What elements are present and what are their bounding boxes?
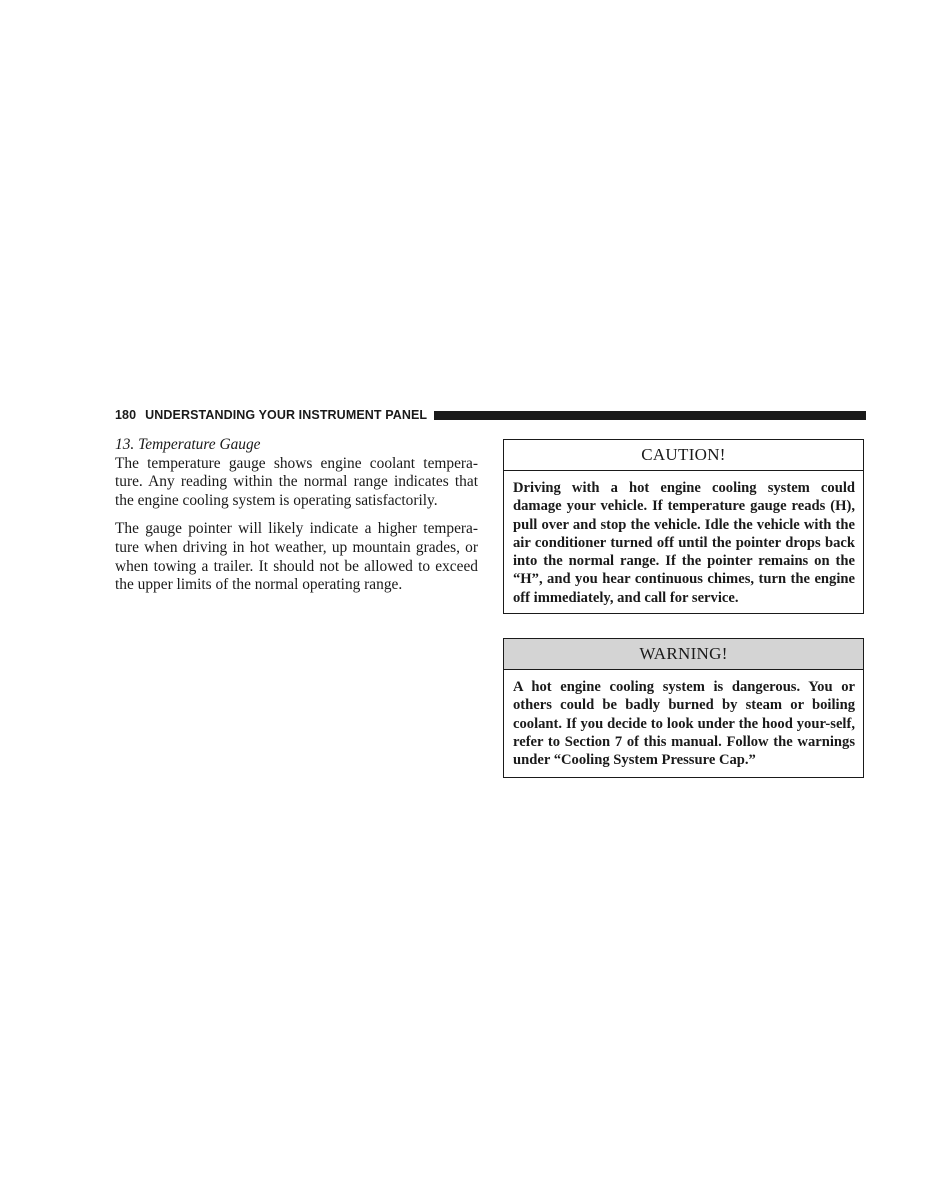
warning-box [503, 638, 864, 778]
caution-body: Driving with a hot engine cooling system could damage your vehicle. If temperature gauge reads (H), pull over and stop the vehicle. Idle the vehicle with the air conditioner turned off until the pointer drops back into the normal range. If the pointer remains on the “H”, and you hear continuous chimes, turn the engine off immediately, and call for service. [513, 480, 855, 606]
left-column [115, 436, 478, 595]
warning-heading: WARNING! [504, 639, 863, 670]
warning-body: A hot engine cooling system is dangerous. You or others could be badly burned by steam or boiling coolant. If you decide to look under the hood your-self, refer to Section 7 of this manual. Follow the warnings under “Cooling System Pressure Cap.” [513, 679, 855, 769]
paragraph-2: The gauge pointer will likely indicate a higher tempera-ture when driving in hot weather, up mountain grades, or when towing a trailer. It should not be allowed to exceed the upper limits of the normal operating range. [115, 520, 478, 594]
caution-box [503, 439, 864, 614]
caution-heading: CAUTION! [504, 440, 863, 471]
running-section-title: UNDERSTANDING YOUR INSTRUMENT PANEL [145, 408, 428, 422]
page-header [115, 408, 866, 422]
header-rule [434, 411, 866, 420]
section-heading: 13. Temperature Gauge [115, 436, 261, 453]
page-number: 180 [115, 408, 137, 422]
paragraph-1: The temperature gauge shows engine coolant tempera-ture. Any reading within the normal range indicates that the engine cooling system is operating satisfactorily. [115, 454, 478, 509]
